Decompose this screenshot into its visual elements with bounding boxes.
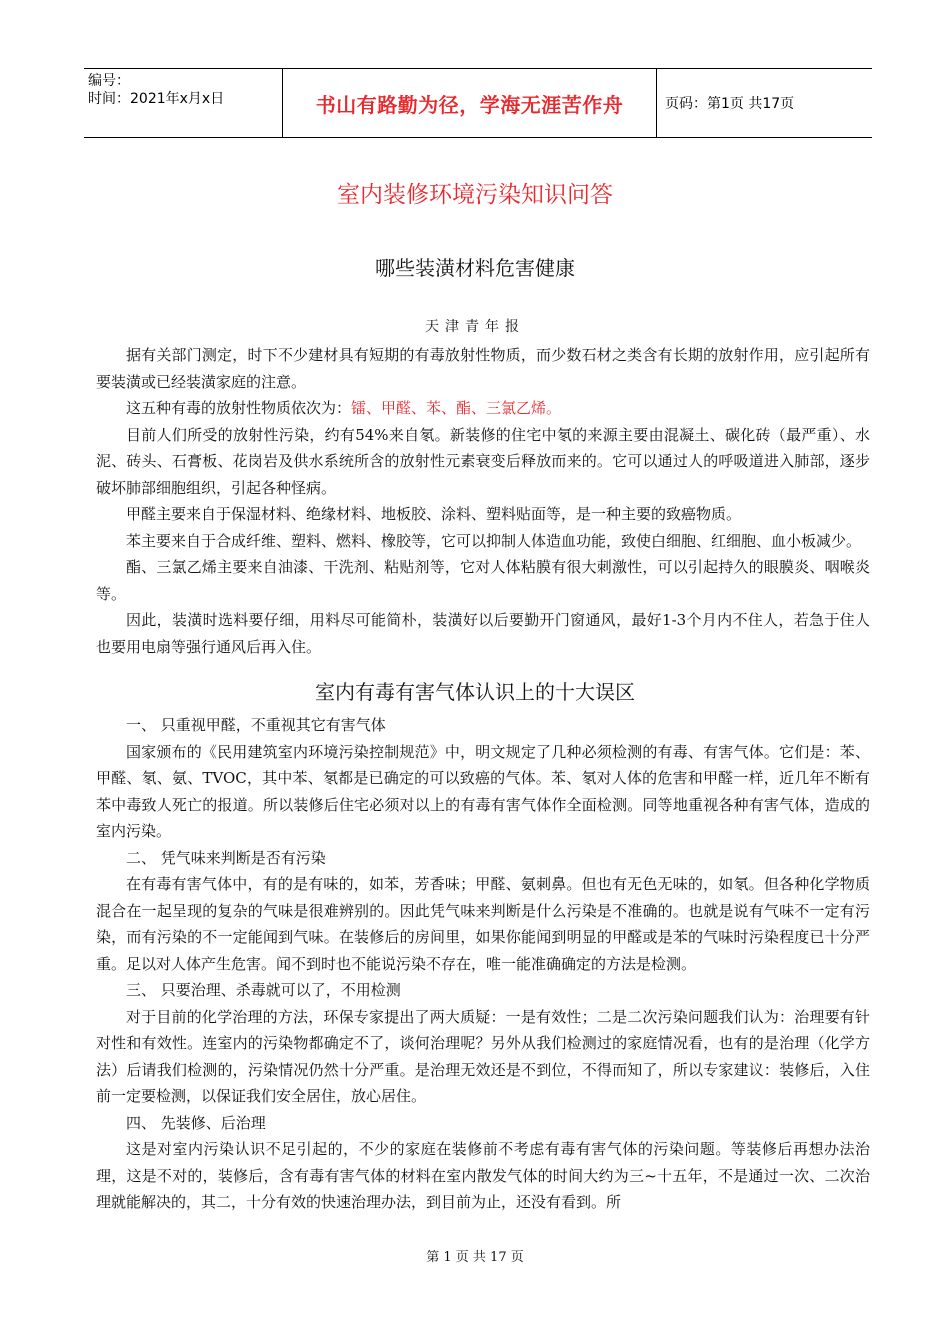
section2-body xyxy=(96,712,870,1216)
section1-body xyxy=(96,342,870,660)
doc-time-label: 时间：2021年x月x日 xyxy=(88,91,225,107)
paragraph: 因此，装潢时选料要仔细，用料尽可能简朴，装潢好以后要勤开门窗通风，最好1-3个月内不住人，若急于住人也要用电扇等强行通风后再入住。 xyxy=(96,611,870,656)
item-title: 一、 只重视甲醛，不重视其它有害气体 xyxy=(126,716,386,734)
paragraph xyxy=(96,395,870,422)
header-page-info: 页码：第1页 共17页 xyxy=(665,96,795,112)
item-title: 三、 只要治理、杀毒就可以了，不用检测 xyxy=(126,981,401,999)
paragraph: 国家颁布的《民用建筑室内环境污染控制规范》中，明文规定了几种必须检测的有毒、有害气体。它们是：苯、甲醛、氡、氨、TVOC，其中苯、氡都是已确定的可以致癌的气体。苯、氡对人体的危害和甲醛一样，近几年不断有苯中毒致人死亡的报道。所以装修后住宅必须对以上的有毒有害气体作全面检测。同等地重视各种有害气体，造成的室内污染。 xyxy=(96,742,870,840)
paragraph: 这是对室内污染认识不足引起的，不少的家庭在装修前不考虑有毒有害气体的污染问题。等装修后再想办法治理，这是不对的，装修后，含有毒有害气体的材料在室内散发气体的时间大约为三~十五年，不是通过一次、二次治理就能解决的，其二，十分有效的快速治理办法，到目前为止，还没有看到。所 xyxy=(96,1140,870,1211)
paragraph-lead: 这五种有毒的放射性物质依次为： xyxy=(126,399,352,417)
header-meta xyxy=(84,69,283,137)
header-motto: 书山有路勤为径，学海无涯苦作舟 xyxy=(283,69,657,137)
paragraph: 据有关部门测定，时下不少建材具有短期的有毒放射性物质，而少数石材之类含有长期的放射作用，应引起所有要装潢或已经装潢家庭的注意。 xyxy=(96,346,870,391)
section1-heading: 哪些装潢材料危害健康 xyxy=(375,256,575,280)
document-title: 室内装修环境污染知识问答 xyxy=(337,182,613,208)
paragraph: 酯、三氯乙烯主要来自油漆、干洗剂、粘贴剂等，它对人体粘膜有很大刺激性，可以引起持久的眼膜炎、咽喉炎等。 xyxy=(96,558,870,603)
article-source: 天津青年报 xyxy=(425,319,525,335)
doc-number-label: 编号： xyxy=(88,73,130,89)
page-footer: 第 1 页 共 17 页 xyxy=(426,1250,524,1265)
paragraph: 苯主要来自于合成纤维、塑料、燃料、橡胶等，它可以抑制人体造血功能，致使白细胞、红细胞、血小板减少。 xyxy=(126,531,862,550)
highlighted-substances: 镭、甲醛、苯、酯、三氯乙烯。 xyxy=(351,399,562,417)
paragraph: 甲醛主要来自于保湿材料、绝缘材料、地板胶、涂料、塑料贴面等，是一种主要的致癌物质。 xyxy=(126,505,742,523)
item-title: 二、 凭气味来判断是否有污染 xyxy=(126,848,326,867)
paragraph: 目前人们所受的放射性污染，约有54%来自氡。新装修的住宅中氡的来源主要由混凝土、碳化砖（最严重）、水泥、砖头、石膏板、花岗岩及供水系统所含的放射性元素衰变后释放而来的。它可以通过人的呼吸道进入肺部，逐步破坏肺部细胞组织，引起各种怪病。 xyxy=(96,425,870,497)
paragraph: 在有毒有害气体中，有的是有味的，如苯，芳香味；甲醛、氨刺鼻。但也有无色无味的，如氡。但各种化学物质混合在一起呈现的复杂的气味是很难辨别的。因此凭气味来判断是什么污染是不准确的。也就是说有气味不一定有污染，而有污染的不一定能闻到气味。在装修后的房间里，如果你能闻到明显的甲醛或是苯的气味时污染程度已十分严重。足以对人体产生危害。闻不到时也不能说污染不存在，唯一能准确确定的方法是检测。 xyxy=(96,875,870,973)
paragraph: 对于目前的化学治理的方法，环保专家提出了两大质疑：一是有效性；二是二次污染问题我们认为：治理要有针对性和有效性。连室内的污染物都确定不了，谈何治理呢？另外从我们检测过的家庭情况看，也有的是治理（化学方法）后请我们检测的，污染情况仍然十分严重。是治理无效还是不到位，不得而知了，所以专家建议：装修后，入住前一定要检测，以保证我们安全居住，放心居住。 xyxy=(96,1007,870,1105)
section2-heading: 室内有毒有害气体认识上的十大误区 xyxy=(315,680,635,704)
item-title: 四、 先装修、后治理 xyxy=(126,1113,266,1132)
page-header xyxy=(84,68,872,138)
